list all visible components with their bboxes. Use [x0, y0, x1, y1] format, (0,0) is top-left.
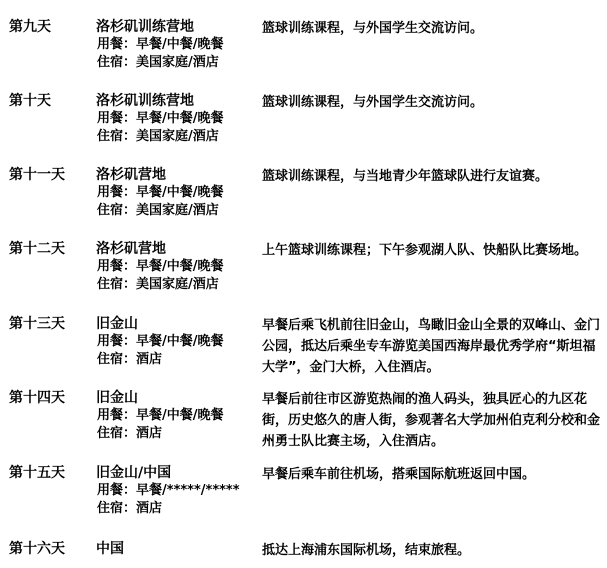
day-description: 篮球训练课程，与外国学生交流访问。: [262, 21, 484, 36]
meals-line: [96, 333, 256, 351]
day-label: 第十四天: [9, 390, 65, 406]
lodging-line: [96, 276, 256, 294]
lodging-line: [96, 425, 256, 443]
meals-value: 早餐/中餐/晚餐: [136, 259, 224, 274]
day-description: 篮球训练课程，与当地青少年篮球队进行友谊赛。: [262, 169, 549, 184]
day-info: [96, 92, 256, 146]
location: 旧金山/中国: [96, 465, 172, 481]
day-label: 第十二天: [9, 241, 65, 257]
lodging-value: 酒店: [136, 426, 163, 441]
lodging-value: 美国家庭/酒店: [136, 277, 219, 292]
meals-line: [96, 184, 256, 202]
location: 洛杉矶营地: [96, 167, 166, 183]
lodging-label: 住宿 ：: [97, 501, 136, 516]
meals-value: 早餐/中餐/晚餐: [136, 111, 224, 126]
meals-value: 早餐/中餐/晚餐: [136, 408, 224, 423]
lodging-line: [96, 54, 256, 72]
day-description: 早餐后乘车前往机场，搭乘国际航班返回中国。: [262, 467, 536, 482]
lodging-label: 住宿 ：: [97, 352, 136, 367]
day-label: 第十天: [9, 93, 51, 109]
lodging-label: 住宿 ：: [97, 277, 136, 292]
day-label: 第十一天: [9, 167, 65, 183]
day-label: 第十六天: [9, 541, 65, 557]
lodging-line: [96, 202, 256, 220]
location: 旧金山: [96, 316, 138, 332]
meals-value: 早餐/中餐/晚餐: [136, 334, 224, 349]
day-info: [96, 540, 256, 558]
day-info: [96, 389, 256, 443]
meals-line: [96, 258, 256, 276]
meals-value: 早餐/中餐/晚餐: [136, 185, 224, 200]
location: 旧金山: [96, 390, 138, 406]
location: 洛杉矶训练营地: [96, 93, 194, 109]
location: 洛杉矶训练营地: [96, 19, 194, 35]
day-label: 第十五天: [9, 465, 65, 481]
day-description: 篮球训练课程，与外国学生交流访问。: [262, 95, 484, 110]
day-info: [96, 240, 256, 294]
lodging-value: 美国家庭/酒店: [136, 203, 219, 218]
meals-line: [96, 110, 256, 128]
meals-line: [96, 36, 256, 54]
lodging-line: [96, 351, 256, 369]
meals-label: 用餐 ：: [97, 185, 136, 200]
lodging-value: 美国家庭/酒店: [136, 129, 219, 144]
meals-label: 用餐 ：: [97, 259, 136, 274]
meals-line: [96, 482, 256, 500]
day-description: 早餐后前往市区游览热闹的渔人码头，独具匠心的九区花街，历史悠久的唐人街，参观著名大学加州伯克利分校和金州勇士队比赛主场，入住酒店。: [262, 392, 601, 449]
meals-value: 早餐/*****/*****: [136, 483, 240, 498]
day-label: 第九天: [9, 19, 51, 35]
meals-label: 用餐 ：: [97, 334, 136, 349]
meals-label: 用餐 ：: [97, 408, 136, 423]
lodging-value: 美国家庭/酒店: [136, 55, 219, 70]
day-label: 第十三天: [9, 316, 65, 332]
meals-label: 用餐 ：: [97, 483, 136, 498]
lodging-value: 酒店: [136, 501, 163, 516]
meals-value: 早餐/中餐/晚餐: [136, 37, 224, 52]
lodging-label: 住宿 ：: [97, 426, 136, 441]
day-info: [96, 166, 256, 220]
meals-label: 用餐 ：: [97, 111, 136, 126]
lodging-line: [96, 128, 256, 146]
lodging-label: 住宿 ：: [97, 129, 136, 144]
day-info: [96, 315, 256, 369]
day-info: [96, 18, 256, 72]
lodging-value: 酒店: [136, 352, 163, 367]
day-description: 早餐后乘飞机前往旧金山，鸟瞰旧金山全景的双峰山、金门公园，抵达后乘坐专车游览美国西海岸最优秀学府“斯坦福大学”，金门大桥，入住酒店。: [262, 318, 601, 375]
location: 中国: [96, 541, 124, 557]
meals-line: [96, 407, 256, 425]
day-description: 抵达上海浦东国际机场，结束旅程。: [262, 543, 471, 558]
day-description: 上午篮球训练课程；下午参观湖人队、快船队比赛场地。: [262, 243, 588, 258]
lodging-label: 住宿 ：: [97, 55, 136, 70]
day-info: [96, 464, 256, 518]
lodging-label: 住宿 ：: [97, 203, 136, 218]
lodging-line: [96, 500, 256, 518]
location: 洛杉矶营地: [96, 241, 166, 257]
meals-label: 用餐 ：: [97, 37, 136, 52]
